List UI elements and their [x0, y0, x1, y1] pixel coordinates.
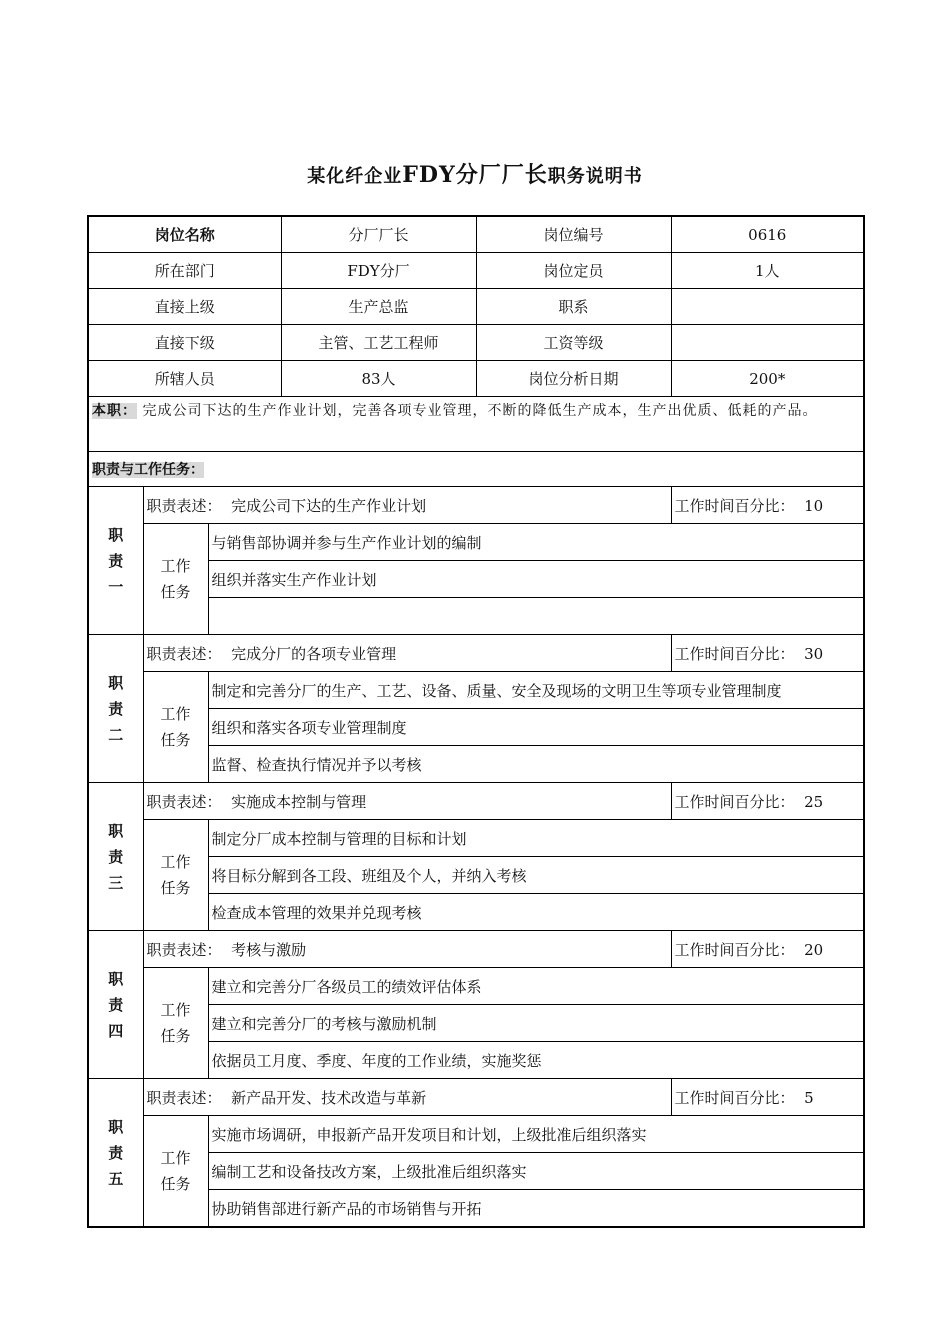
percent-label: 工作时间百分比：: [674, 792, 795, 811]
info-value: 主管、工艺工程师: [281, 325, 476, 361]
task-item: 制定分厂成本控制与管理的目标和计划: [208, 820, 864, 857]
task-label-text: 工作任务: [160, 705, 191, 749]
info-label: 岗位编号: [476, 216, 671, 253]
info-label: 岗位分析日期: [476, 361, 671, 397]
task-label-text: 工作任务: [160, 557, 191, 601]
info-label: 岗位名称: [88, 216, 281, 253]
duties-header-cell: [88, 452, 864, 487]
document-title: [0, 158, 950, 189]
duty-desc-label: 职责表述：: [146, 1088, 222, 1107]
info-row: [88, 289, 864, 325]
task-label: [143, 672, 208, 783]
info-label: 所辖人员: [88, 361, 281, 397]
duty-label: [88, 931, 143, 1079]
duties-header: 职责与工作任务：: [92, 462, 204, 478]
duty-desc-label: 职责表述：: [146, 940, 222, 959]
task-item: 建立和完善分厂各级员工的绩效评估体系: [208, 968, 864, 1005]
task-row: [88, 672, 864, 709]
info-row: [88, 361, 864, 397]
percent-value: 30: [804, 644, 824, 663]
job-description-table: [87, 215, 865, 1228]
duty-desc: [143, 931, 671, 968]
task-item: 编制工艺和设备技改方案，上级批准后组织落实: [208, 1153, 864, 1190]
info-label: 职系: [476, 289, 671, 325]
mission-label: 本职：: [92, 403, 137, 419]
task-item: 与销售部协调并参与生产作业计划的编制: [208, 524, 864, 561]
duty-desc-row: [88, 487, 864, 524]
info-row: [88, 325, 864, 361]
duty-desc-label: 职责表述：: [146, 792, 222, 811]
duty-desc-text: 新产品开发、技术改造与革新: [231, 1088, 427, 1107]
info-value: 0616: [671, 216, 864, 253]
duty-desc-row: [88, 931, 864, 968]
duty-percent: [671, 783, 864, 820]
mission-row: [88, 397, 864, 452]
task-item: 实施市场调研，申报新产品开发项目和计划，上级批准后组织落实: [208, 1116, 864, 1153]
task-item: 监督、检查执行情况并予以考核: [208, 746, 864, 783]
info-value: 分厂厂长: [281, 216, 476, 253]
duty-desc: [143, 487, 671, 524]
task-label: [143, 1116, 208, 1228]
percent-label: 工作时间百分比：: [674, 940, 795, 959]
task-label: [143, 524, 208, 635]
duty-percent: [671, 931, 864, 968]
info-value: [671, 289, 864, 325]
duty-percent: [671, 635, 864, 672]
duty-desc-label: 职责表述：: [146, 644, 222, 663]
duty-desc: [143, 635, 671, 672]
duty-desc-row: [88, 635, 864, 672]
duty-label: [88, 783, 143, 931]
task-label-text: 工作任务: [160, 1149, 191, 1193]
percent-label: 工作时间百分比：: [674, 496, 795, 515]
percent-value: 10: [804, 496, 824, 515]
percent-value: 25: [804, 792, 824, 811]
task-label-text: 工作任务: [160, 1001, 191, 1045]
task-item: 组织和落实各项专业管理制度: [208, 709, 864, 746]
duty-label-text: 职责一: [108, 525, 124, 596]
duty-percent: [671, 487, 864, 524]
info-label: 直接下级: [88, 325, 281, 361]
info-label: 直接上级: [88, 289, 281, 325]
duty-desc-text: 完成公司下达的生产作业计划: [231, 496, 427, 515]
info-value: [671, 325, 864, 361]
duty-label-text: 职责四: [108, 969, 124, 1040]
mission-text: 完成公司下达的生产作业计划，完善各项专业管理，不断的降低生产成本，生产出优质、低耗的产品。: [142, 403, 818, 419]
task-row: [88, 524, 864, 561]
task-item: 检查成本管理的效果并兑现考核: [208, 894, 864, 931]
duty-percent: [671, 1079, 864, 1116]
title-suffix: 职务说明书: [547, 166, 643, 187]
duty-desc-text: 实施成本控制与管理: [231, 792, 367, 811]
task-item: 制定和完善分厂的生产、工艺、设备、质量、安全及现场的文明卫生等项专业管理制度: [208, 672, 864, 709]
info-label: 工资等级: [476, 325, 671, 361]
task-item: 建立和完善分厂的考核与激励机制: [208, 1005, 864, 1042]
task-row: [88, 968, 864, 1005]
percent-value: 5: [804, 1088, 814, 1107]
info-row: [88, 216, 864, 253]
task-item: [208, 598, 864, 635]
task-row: [88, 1116, 864, 1153]
info-row: [88, 253, 864, 289]
duty-desc: [143, 1079, 671, 1116]
duty-label: [88, 487, 143, 635]
duty-desc: [143, 783, 671, 820]
mission-cell: [88, 397, 864, 452]
percent-label: 工作时间百分比：: [674, 1088, 795, 1107]
task-item: 将目标分解到各工段、班组及个人，并纳入考核: [208, 857, 864, 894]
percent-label: 工作时间百分比：: [674, 644, 795, 663]
duty-desc-row: [88, 783, 864, 820]
task-row: [88, 820, 864, 857]
duty-desc-row: [88, 1079, 864, 1116]
duty-label: [88, 1079, 143, 1228]
info-value: 生产总监: [281, 289, 476, 325]
duty-desc-text: 考核与激励: [231, 940, 307, 959]
duty-label-text: 职责三: [108, 821, 124, 892]
duty-label: [88, 635, 143, 783]
task-item: 依据员工月度、季度、年度的工作业绩，实施奖惩: [208, 1042, 864, 1079]
duty-desc-label: 职责表述：: [146, 496, 222, 515]
info-value: 1人: [671, 253, 864, 289]
task-label-text: 工作任务: [160, 853, 191, 897]
task-label: [143, 820, 208, 931]
title-prefix: 某化纤企业: [307, 166, 403, 187]
duty-label-text: 职责五: [108, 1117, 124, 1188]
duty-label-text: 职责二: [108, 673, 124, 744]
info-value: FDY分厂: [281, 253, 476, 289]
task-label: [143, 968, 208, 1079]
info-value: 83人: [281, 361, 476, 397]
duty-desc-text: 完成分厂的各项专业管理: [231, 644, 397, 663]
info-label: 所在部门: [88, 253, 281, 289]
info-value: 200*: [671, 361, 864, 397]
title-emphasis: FDY分厂厂长: [402, 162, 548, 188]
info-label: 岗位定员: [476, 253, 671, 289]
percent-value: 20: [804, 940, 824, 959]
task-item: 组织并落实生产作业计划: [208, 561, 864, 598]
duties-header-row: [88, 452, 864, 487]
task-item: 协助销售部进行新产品的市场销售与开拓: [208, 1190, 864, 1228]
